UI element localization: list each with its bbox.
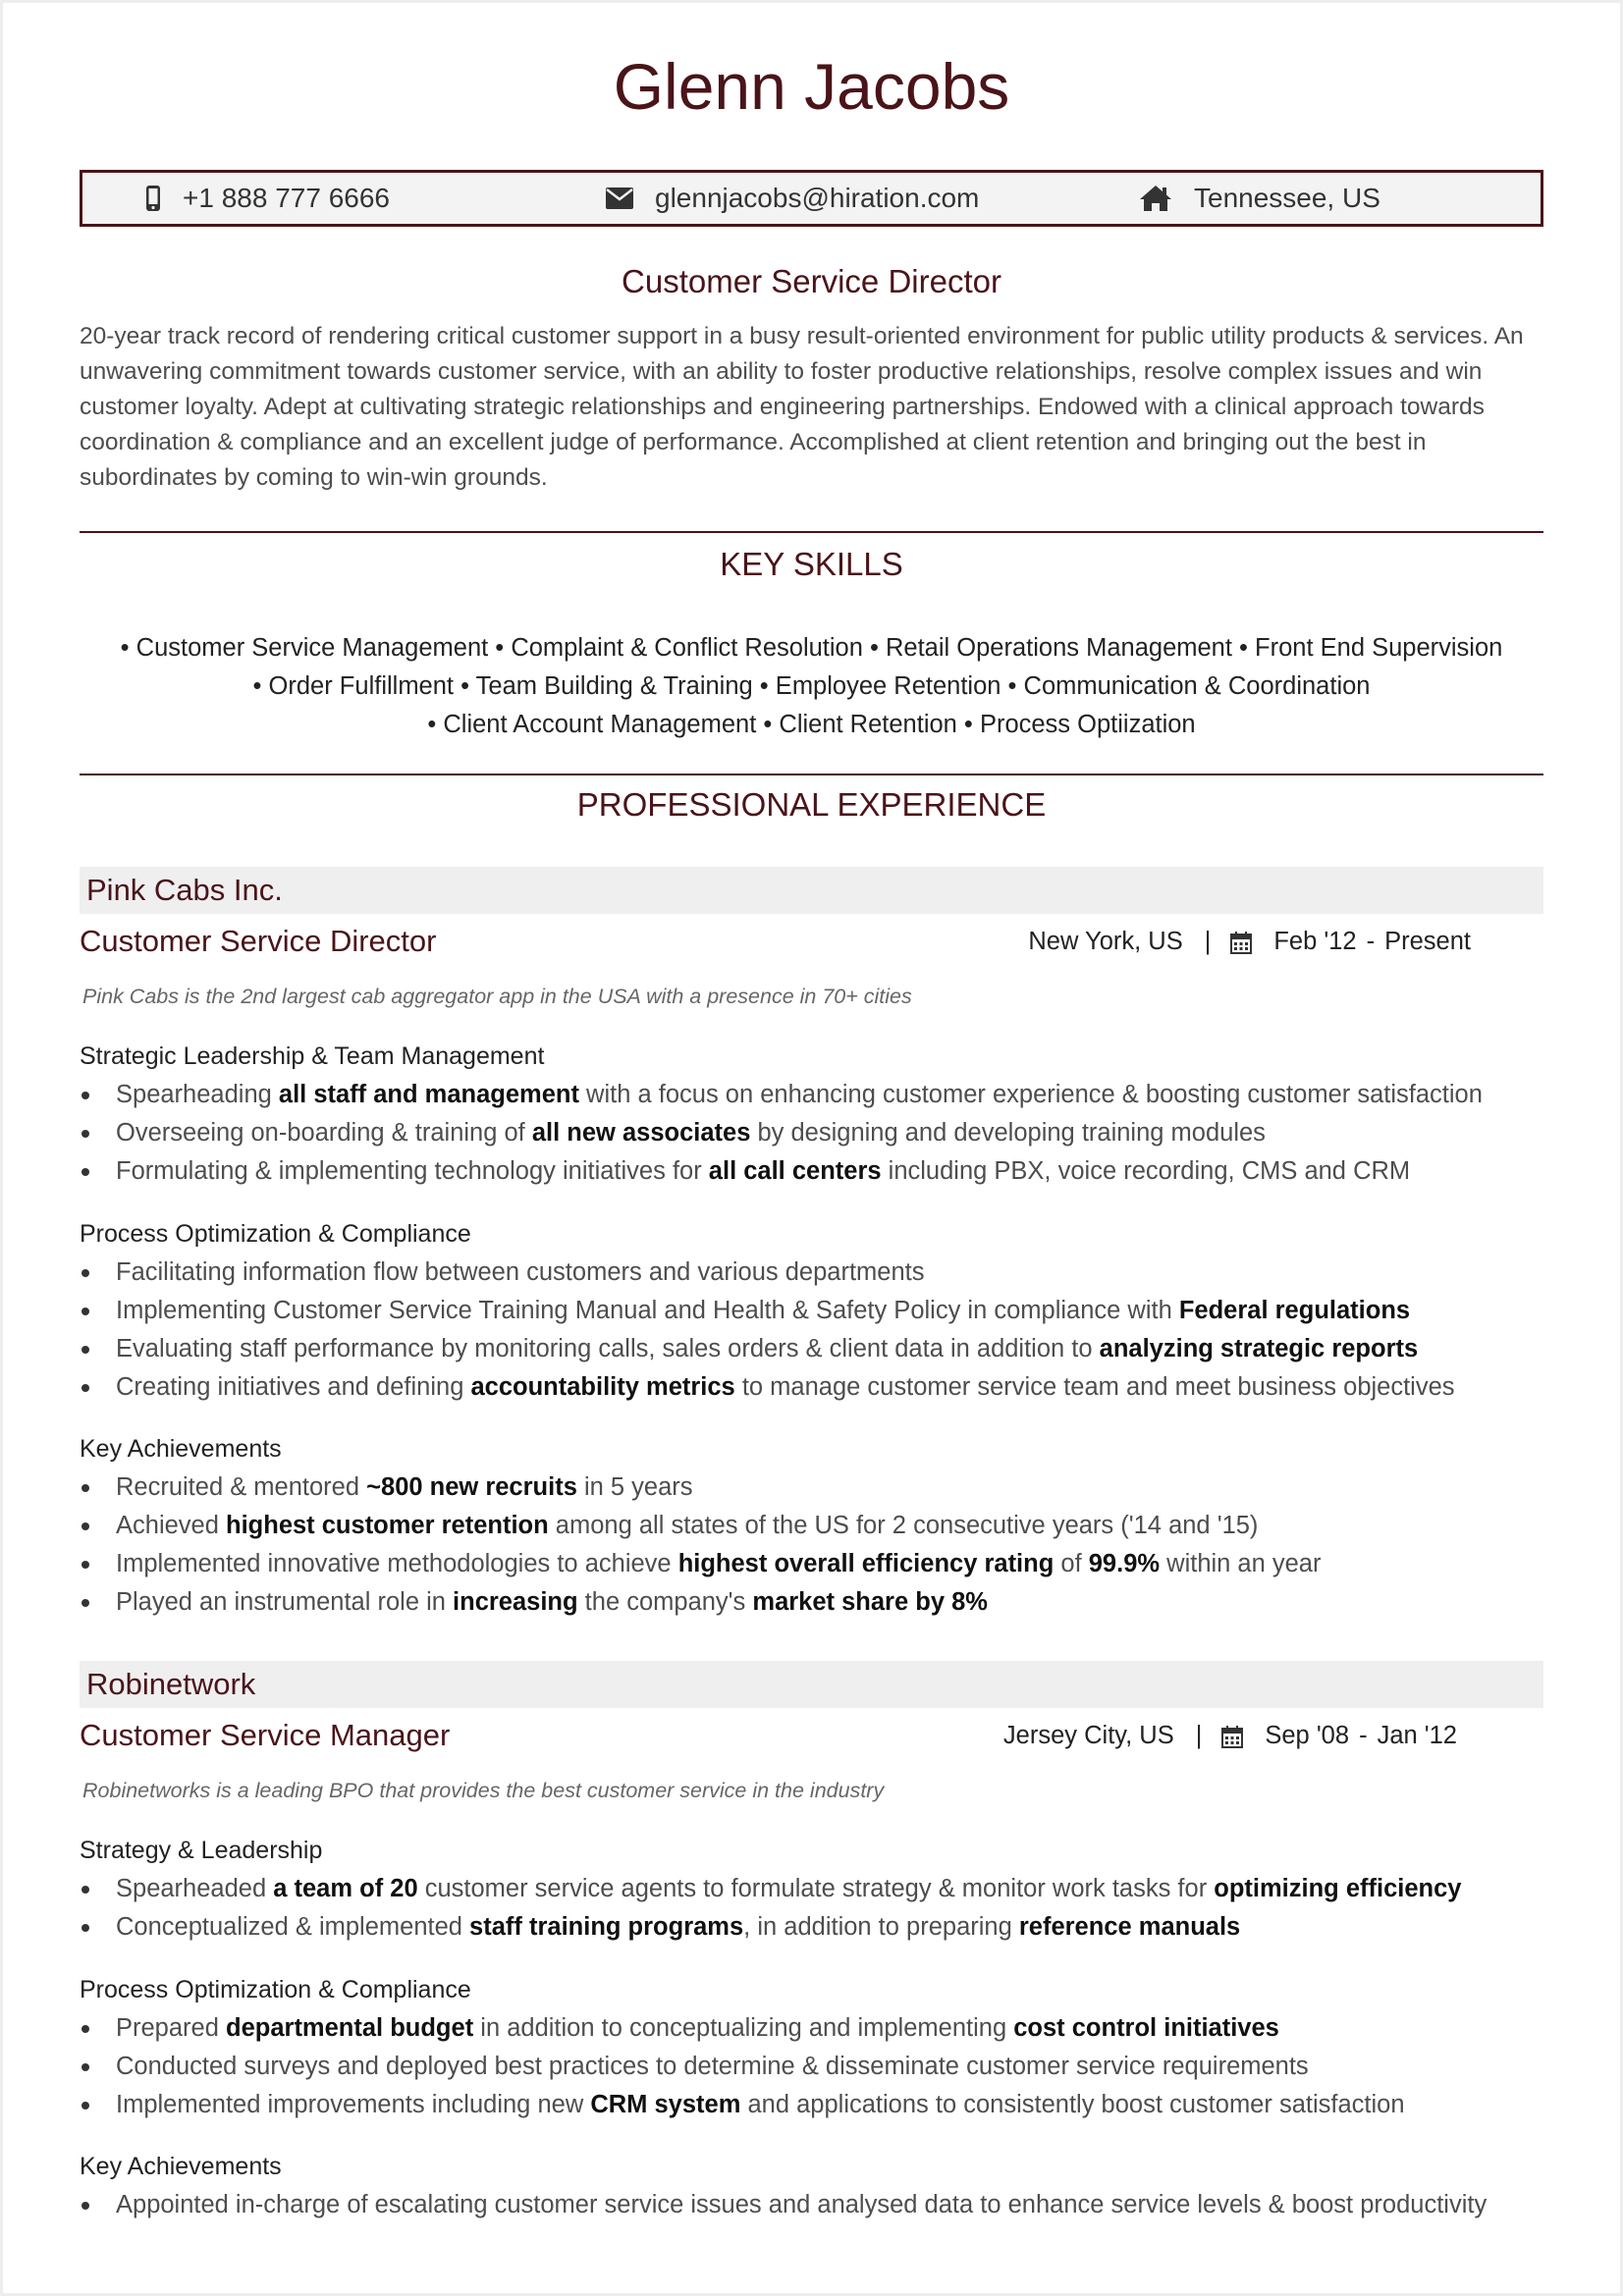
- subsection-title: Process Optimization & Compliance: [80, 1976, 471, 2003]
- bullet-text: among all states of the US for 2 consecutive years ('14 and '15): [548, 1512, 1259, 1539]
- bullet-text: Conducted surveys and deployed best practices to determine & disseminate customer service requirements: [116, 2053, 1309, 2080]
- bullet-text: including PBX, voice recording, CMS and CRM: [881, 1157, 1411, 1185]
- job-location: Jersey City, US: [1002, 1722, 1174, 1749]
- subsection-title: Strategy & Leadership: [80, 1837, 323, 1864]
- bullet-item: [80, 1330, 1543, 1368]
- bullet-emphasis: staff training programs: [469, 1913, 744, 1941]
- bullet-text: Creating initiatives and defining: [116, 1373, 471, 1401]
- job-role: Customer Service Director: [80, 924, 437, 958]
- bullet-item: [80, 1468, 1543, 1507]
- skills-line: • Client Account Management • Client Retention • Process Optiization: [427, 711, 1196, 738]
- bullet-emphasis: Federal regulations: [1178, 1297, 1411, 1324]
- bullet-emphasis: ~800 new recruits: [366, 1473, 577, 1501]
- bullet-emphasis: market share by 8%: [752, 1588, 988, 1616]
- company-tagline: Robinetworks is a leading BPO that provides the best customer service in the industry: [82, 1779, 885, 1802]
- bullet-text: Achieved: [116, 1512, 226, 1539]
- bullet-text: the company's: [577, 1588, 753, 1616]
- bullet-text: , in addition to preparing: [743, 1913, 1019, 1941]
- bullet-item: [80, 1368, 1543, 1407]
- company-tagline: Pink Cabs is the 2nd largest cab aggregator app in the USA with a presence in 70+ cities: [82, 985, 912, 1008]
- mobile-phone-icon: [145, 185, 161, 212]
- bullet-list: [80, 1076, 1543, 1191]
- bullet-text: Evaluating staff performance by monitoring calls, sales orders & client data in addition to: [116, 1335, 1100, 1362]
- bullet-item: [80, 1870, 1543, 1908]
- bullet-emphasis: departmental budget: [226, 2014, 474, 2042]
- job-end-date: Jan '12: [1377, 1722, 1457, 1749]
- bullet-text: Implemented improvements including new: [116, 2091, 591, 2118]
- bullet-text: in 5 years: [576, 1473, 693, 1501]
- company-name: Robinetwork: [80, 1661, 1543, 1708]
- skills-list: [80, 629, 1543, 744]
- bullet-item: [80, 2048, 1543, 2086]
- bullet-text: Implementing Customer Service Training Manual and Health & Safety Policy in compliance with: [116, 1297, 1179, 1324]
- date-dash: -: [1359, 1722, 1368, 1749]
- bullet-item: [80, 1545, 1543, 1583]
- phone-number: +1 888 777 6666: [183, 183, 390, 213]
- skills-line: • Customer Service Management • Complaint & Conflict Resolution • Retail Operations Management • Front End Supervision: [120, 634, 1503, 662]
- job-role: Customer Service Manager: [80, 1718, 451, 1752]
- bullet-emphasis: all new associates: [531, 1119, 751, 1147]
- contact-phone: [145, 173, 390, 224]
- bullet-text: within an year: [1160, 1550, 1322, 1577]
- bullet-emphasis: all staff and management: [278, 1081, 579, 1108]
- job-start-date: Feb '12: [1273, 928, 1357, 955]
- email-address: glennjacobs@hiration.com: [655, 183, 980, 213]
- subsection-title: Key Achievements: [80, 1435, 282, 1463]
- bullet-text: Appointed in-charge of escalating customer service issues and analysed data to enhance service levels & boost productivity: [116, 2191, 1488, 2218]
- bullet-text: and applications to consistently boost customer satisfaction: [740, 2091, 1405, 2118]
- bullet-emphasis: optimizing efficiency: [1214, 1875, 1462, 1902]
- location-text: Tennessee, US: [1194, 183, 1380, 213]
- meta-separator: |: [1204, 928, 1212, 955]
- bullet-list: [80, 2186, 1543, 2224]
- bullet-emphasis: reference manuals: [1018, 1913, 1241, 1941]
- bullet-emphasis: cost control initiatives: [1013, 2014, 1279, 2042]
- bullet-emphasis: highest overall efficiency rating: [677, 1550, 1055, 1577]
- section-divider: [80, 531, 1543, 533]
- date-dash: -: [1366, 928, 1376, 955]
- bullet-text: Recruited & mentored: [116, 1473, 367, 1501]
- bullet-text: Spearheading: [116, 1081, 279, 1108]
- bullet-item: [80, 2186, 1543, 2224]
- bullet-emphasis: increasing: [453, 1588, 578, 1616]
- bullet-list: [80, 1870, 1543, 1947]
- bullet-item: [80, 1076, 1543, 1114]
- bullet-emphasis: all call centers: [708, 1157, 882, 1185]
- job-end-date: Present: [1384, 928, 1471, 955]
- bullet-item: [80, 2009, 1543, 2048]
- bullet-text: Overseeing on-boarding & training of: [116, 1119, 532, 1147]
- bullet-item: [80, 1114, 1543, 1152]
- section-divider: [80, 774, 1543, 775]
- bullet-list: [80, 2009, 1543, 2124]
- bullet-text: Played an instrumental role in: [116, 1588, 454, 1616]
- summary-paragraph: 20-year track record of rendering critical customer support in a busy result-oriented environment for public utility products & services. An unwavering commitment towards customer service, with an ability to foster productive relationships, resolve complex issues and win customer loyalty. Adept at cultivating strategic relationships and engineering partnerships. Endowed with a clinical approach towards coordination & compliance and an excellent judge of performance. Accomplished at client retention and bringing out the best in subordinates by coming to win-win grounds.: [80, 323, 1524, 491]
- bullet-text: of: [1054, 1550, 1089, 1577]
- job-meta: [1028, 928, 1471, 956]
- skills-line: • Order Fulfillment • Team Building & Training • Employee Retention • Communication & Coordination: [252, 672, 1371, 700]
- calendar-icon: [1221, 1725, 1243, 1748]
- professional-title: Customer Service Director: [622, 263, 1001, 299]
- bullet-item: [80, 1254, 1543, 1292]
- bullet-text: Facilitating information flow between customers and various departments: [116, 1258, 925, 1286]
- bullet-item: [80, 1152, 1543, 1191]
- bullet-item: [80, 1292, 1543, 1330]
- bullet-text: with a focus on enhancing customer experience & boosting customer satisfaction: [578, 1081, 1483, 1108]
- job-start-date: Sep '08: [1265, 1722, 1350, 1749]
- experience-heading: PROFESSIONAL EXPERIENCE: [576, 786, 1047, 823]
- bullet-item: [80, 1583, 1543, 1622]
- job-meta: [1003, 1722, 1457, 1750]
- bullet-text: Conceptualized & implemented: [116, 1913, 470, 1941]
- bullet-text: Prepared: [116, 2014, 226, 2042]
- bullet-text: Implemented innovative methodologies to achieve: [116, 1550, 678, 1577]
- bullet-text: by designing and developing training modules: [750, 1119, 1266, 1147]
- meta-separator: |: [1195, 1722, 1203, 1749]
- bullet-item: [80, 2086, 1543, 2124]
- bullet-item: [80, 1908, 1543, 1947]
- home-icon: [1139, 185, 1172, 212]
- bullet-emphasis: 99.9%: [1088, 1550, 1161, 1577]
- subsection-title: Process Optimization & Compliance: [80, 1220, 471, 1248]
- bullet-text: Formulating & implementing technology initiatives for: [116, 1157, 709, 1185]
- subsection-title: Key Achievements: [80, 2153, 282, 2180]
- bullet-emphasis: accountability metrics: [470, 1373, 735, 1401]
- calendar-icon: [1230, 931, 1252, 954]
- bullet-text: in addition to conceptualizing and implementing: [473, 2014, 1014, 2042]
- bullet-list: [80, 1468, 1543, 1622]
- bullet-emphasis: highest customer retention: [226, 1512, 549, 1539]
- bullet-emphasis: CRM system: [590, 2091, 741, 2118]
- bullet-text: Spearheaded: [116, 1875, 274, 1902]
- contact-location: [1139, 173, 1380, 224]
- candidate-name: Glenn Jacobs: [613, 50, 1010, 123]
- job-location: New York, US: [1028, 928, 1183, 955]
- bullet-item: [80, 1507, 1543, 1545]
- skills-heading: KEY SKILLS: [720, 546, 903, 582]
- bullet-emphasis: analyzing strategic reports: [1099, 1335, 1419, 1362]
- bullet-text: to manage customer service team and meet business objectives: [734, 1373, 1455, 1401]
- contact-email: [606, 173, 979, 224]
- bullet-text: customer service agents to formulate strategy & monitor work tasks for: [417, 1875, 1215, 1902]
- subsection-title: Strategic Leadership & Team Management: [80, 1042, 545, 1070]
- contact-bar: [80, 170, 1543, 227]
- envelope-icon: [606, 187, 633, 209]
- bullet-emphasis: a team of 20: [273, 1875, 418, 1902]
- bullet-list: [80, 1254, 1543, 1407]
- company-name: Pink Cabs Inc.: [80, 867, 1543, 914]
